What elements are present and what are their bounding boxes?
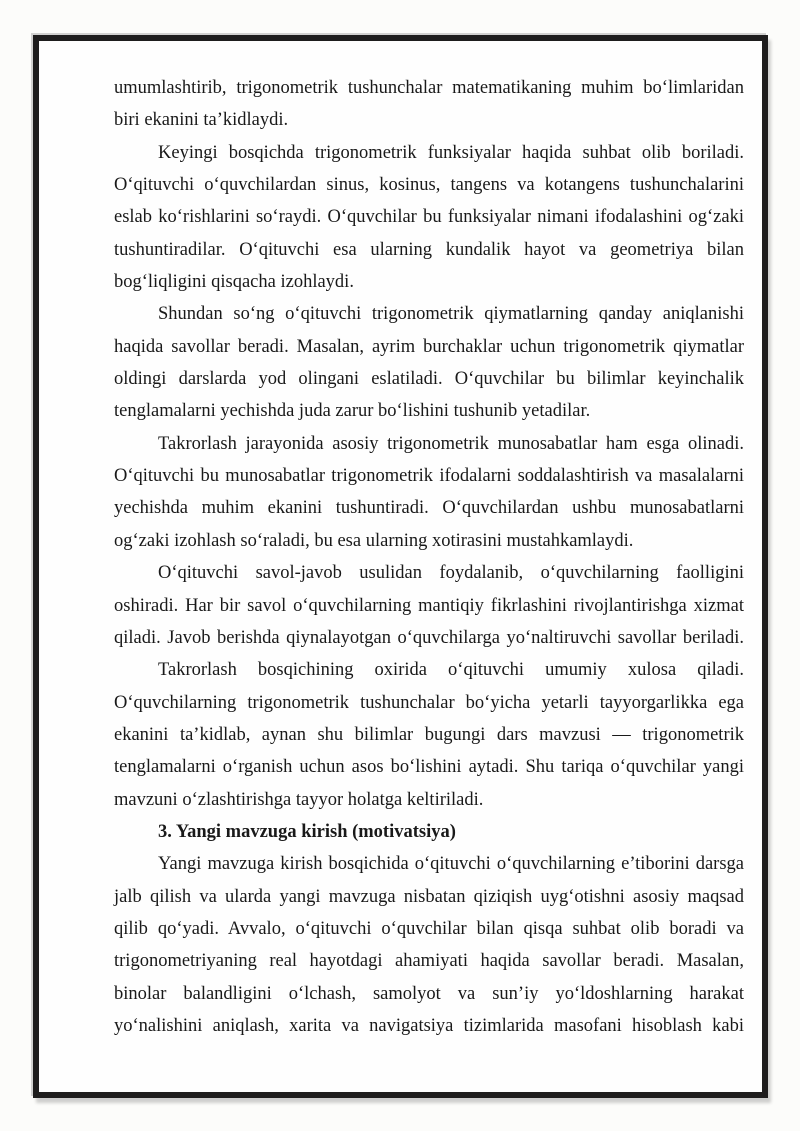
text-line: yo‘nalishini aniqlash, xarita va navigatsiya tizimlarida masofani hisoblash kabi <box>114 1015 744 1036</box>
text-line: Takrorlash jarayonida asosiy trigonometrik munosabatlar ham esga olinadi. <box>158 433 744 454</box>
text-line: qiladi. Javob berishda qiynalayotgan o‘quvchilarga yo‘naltiruvchi savollar beriladi. <box>114 627 744 648</box>
text-line: tushuntiradilar. O‘qituvchi esa ularning kundalik hayot va geometriya bilan <box>114 239 744 260</box>
text-line: eslab ko‘rishlarini so‘raydi. O‘quvchilar bu funksiyalar nimani ifodalashini og‘zaki <box>114 207 744 228</box>
text-line: O‘quvchilarning trigonometrik tushunchalar bo‘yicha yetarli tayyorgarlikka ega <box>114 692 744 713</box>
text-line: trigonometriyaning real hayotdagi ahamiyati haqida savollar beradi. Masalan, <box>114 951 744 972</box>
text-line: tenglamalarni o‘rganish uchun asos bo‘lishini aytadi. Shu tariqa o‘quvchilar yangi <box>114 757 744 778</box>
page-frame <box>33 35 768 1098</box>
text-line: yechishda muhim ekanini tushuntiradi. O‘quvchilardan ushbu munosabatlarni <box>114 498 744 519</box>
text-line: O‘qituvchi bu munosabatlar trigonometrik ifodalarni soddalashtirish va masalalarni <box>114 466 744 487</box>
text-line: umumlashtirib, trigonometrik tushunchalar matematikaning muhim bo‘limlaridan <box>114 78 744 98</box>
text-line: Takrorlash bosqichining oxirida o‘qituvchi umumiy xulosa qiladi. <box>158 660 744 681</box>
text-line: oldingi darslarda yod olingani eslatiladi. O‘quvchilar bu bilimlar keyinchalik <box>114 369 744 390</box>
text-line: Keyingi bosqichda trigonometrik funksiyalar haqida suhbat olib boriladi. <box>158 142 744 163</box>
text-line: O‘qituvchi savol-javob usulidan foydalanib, o‘quvchilarning faolligini <box>158 563 744 584</box>
section-heading: 3. Yangi mavzuga kirish (motivatsiya) <box>158 821 456 842</box>
text-line: qilib qo‘yadi. Avvalo, o‘qituvchi o‘quvchilar bilan qisqa suhbat olib boradi va <box>114 918 744 939</box>
text-line: Shundan so‘ng o‘qituvchi trigonometrik qiymatlarning qanday aniqlanishi <box>158 304 744 325</box>
text-line: Yangi mavzuga kirish bosqichida o‘qituvchi o‘quvchilarning e’tiborini darsga <box>158 854 744 875</box>
text-line: biri ekanini ta’kidlaydi. <box>114 110 289 131</box>
text-line: binolar balandligini o‘lchash, samolyot va sun’iy yo‘ldoshlarning harakat <box>114 983 744 1004</box>
text-line: tenglamalarni yechishda juda zarur bo‘lishini tushunib yetadilar. <box>114 401 591 422</box>
text-line: haqida savollar beradi. Masalan, ayrim burchaklar uchun trigonometrik qiymatlar <box>114 336 744 357</box>
text-line: oshiradi. Har bir savol o‘quvchilarning mantiqiy fikrlashini rivojlantirishga xizmat <box>114 595 744 616</box>
text-line: jalb qilish va ularda yangi mavzuga nisbatan qiziqish uyg‘otishni asosiy maqsad <box>114 886 744 907</box>
document-text <box>114 72 744 1042</box>
text-line: og‘zaki izohlash so‘raladi, bu esa ularning xotirasini mustahkamlaydi. <box>114 530 634 551</box>
text-line: mavzuni o‘zlashtirishga tayyor holatga keltiriladi. <box>114 789 484 810</box>
text-line: bog‘liqligini qisqacha izohlaydi. <box>114 272 354 293</box>
text-line: O‘qituvchi o‘quvchilardan sinus, kosinus, tangens va kotangens tushunchalarini <box>114 175 744 196</box>
text-line: ekanini ta’kidlab, aynan shu bilimlar bugungi dars mavzusi — trigonometrik <box>114 724 744 745</box>
